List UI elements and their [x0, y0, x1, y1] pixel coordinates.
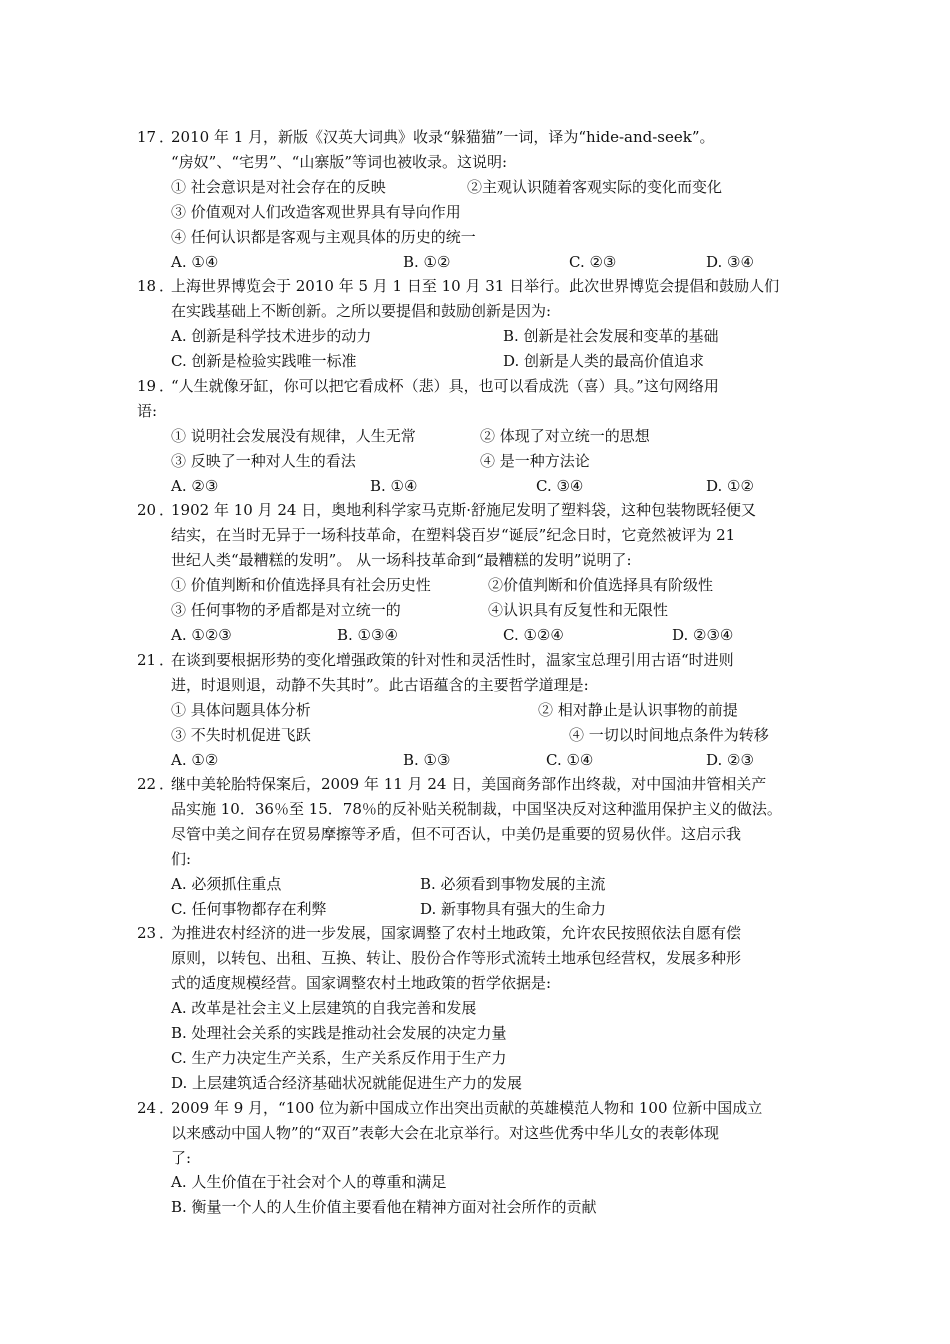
question-stem: 语:	[137, 402, 158, 420]
choice-option: A. ①②③	[171, 626, 232, 644]
question-stem: “房奴”、“宅男”、“山寨版”等词也被收录。这说明:	[171, 153, 508, 171]
choice-option: C. ①②④	[503, 626, 564, 644]
statement: ② 体现了对立统一的思想	[480, 427, 650, 445]
statement: ②主观认识随着客观实际的变化而变化	[467, 178, 723, 196]
choice-option: D. ③④	[706, 253, 754, 271]
question-stem: 了:	[171, 1149, 192, 1167]
question-stem: 继中美轮胎特保案后，2009 年 11 月 24 日，美国商务部作出终裁，对中国油井管相关产	[171, 775, 767, 793]
question-number-dot: ．	[159, 501, 175, 519]
question-stem: 尽管中美之间存在贸易摩擦等矛盾，但不可否认，中美仍是重要的贸易伙伴。这启示我	[171, 825, 742, 843]
question-stem: 们:	[171, 850, 192, 868]
question-number: 23	[137, 924, 157, 942]
choice-option: C. 生产力决定生产关系，生产关系反作用于生产力	[171, 1049, 507, 1067]
statement: ②价值判断和价值选择具有阶级性	[488, 576, 714, 594]
statement: ③ 任何事物的矛盾都是对立统一的	[171, 601, 401, 619]
choice-option: A. ①②	[171, 751, 219, 769]
question-stem: 品实施 10．36％至 15．78％的反补贴关税制裁，中国坚决反对这种滥用保护主义的做法。	[171, 800, 782, 818]
question-number: 19	[137, 377, 157, 395]
statement: ③ 价值观对人们改造客观世界具有导向作用	[171, 203, 461, 221]
question-stem: 2010 年 1 月，新版《汉英大词典》收录“躲猫猫”一词，译为“hide-and-seek”。	[171, 128, 715, 146]
choice-option: A. ①④	[171, 253, 219, 271]
choice-option: D. 创新是人类的最高价值追求	[503, 352, 705, 370]
statement: ③ 不失时机促进飞跃	[171, 726, 311, 744]
question-number-dot: ．	[159, 277, 175, 295]
choice-option: B. 必须看到事物发展的主流	[420, 875, 606, 893]
choice-option: A. 改革是社会主义上层建筑的自我完善和发展	[171, 999, 477, 1017]
question-stem: 式的适度规模经营。国家调整农村土地政策的哲学依据是:	[171, 974, 552, 992]
question-stem: 原则，以转包、出租、互换、转让、股份合作等形式流转土地承包经营权，发展多种形	[171, 949, 742, 967]
question-stem: 以来感动中国人物”的“双百”表彰大会在北京举行。对这些优秀中华儿女的表彰体现	[171, 1124, 720, 1142]
question-stem: 在实践基础上不断创新。之所以要提倡和鼓励创新是因为:	[171, 302, 552, 320]
question-stem: 上海世界博览会于 2010 年 5 月 1 日至 10 月 31 日举行。此次世界博览会提倡和鼓励人们	[171, 277, 780, 295]
choice-option: D. ②③④	[672, 626, 734, 644]
choice-option: D. 上层建筑适合经济基础状况就能促进生产力的发展	[171, 1074, 523, 1092]
statement: ③ 反映了一种对人生的看法	[171, 452, 356, 470]
choice-option: B. 处理社会关系的实践是推动社会发展的决定力量	[171, 1024, 507, 1042]
question-number-dot: ．	[159, 924, 175, 942]
question-number: 18	[137, 277, 157, 295]
choice-option: D. ②③	[706, 751, 754, 769]
question-number: 21	[137, 651, 157, 669]
question-number-dot: ．	[159, 651, 175, 669]
question-number-dot: ．	[159, 775, 175, 793]
question-stem: 结实，在当时无异于一场科技革命，在塑料袋百岁“诞辰”纪念日时，它竟然被评为 21	[171, 526, 736, 544]
statement: ① 说明社会发展没有规律，人生无常	[171, 427, 416, 445]
choice-option: A. ②③	[171, 477, 219, 495]
statement: ④认识具有反复性和无限性	[488, 601, 669, 619]
question-stem: “人生就像牙缸，你可以把它看成杯（悲）具，也可以看成洗（喜）具。”这句网络用	[171, 377, 719, 395]
choice-option: B. ①④	[370, 477, 418, 495]
question-stem: 1902 年 10 月 24 日，奥地利科学家马克斯·舒施尼发明了塑料袋，这种包装物既轻便又	[171, 501, 756, 519]
statement: ① 具体问题具体分析	[171, 701, 311, 719]
question-number-dot: ．	[159, 128, 175, 146]
question-number: 20	[137, 501, 157, 519]
choice-option: B. ①②	[403, 253, 451, 271]
choice-option: A. 创新是科学技术进步的动力	[171, 327, 372, 345]
question-number-dot: ．	[159, 377, 175, 395]
choice-option: C. ②③	[569, 253, 617, 271]
statement: ④ 是一种方法论	[480, 452, 590, 470]
question-number: 22	[137, 775, 157, 793]
choice-option: B. 创新是社会发展和变革的基础	[503, 327, 719, 345]
choice-option: A. 人生价值在于社会对个人的尊重和满足	[171, 1173, 447, 1191]
choice-option: D. ①②	[706, 477, 754, 495]
choice-option: B. 衡量一个人的人生价值主要看他在精神方面对社会所作的贡献	[171, 1198, 597, 1216]
question-number-dot: ．	[159, 1099, 175, 1117]
choice-option: D. 新事物具有强大的生命力	[420, 900, 607, 918]
question-stem: 进，时退则退，动静不失其时”。此古语蕴含的主要哲学道理是:	[171, 676, 589, 694]
statement: ② 相对静止是认识事物的前提	[538, 701, 738, 719]
question-number: 17	[137, 128, 157, 146]
statement: ④ 一切以时间地点条件为转移	[569, 726, 769, 744]
choice-option: C. 任何事物都存在利弊	[171, 900, 327, 918]
question-number: 24	[137, 1099, 157, 1117]
choice-option: B. ①③	[403, 751, 451, 769]
question-stem: 在谈到要根据形势的变化增强政策的针对性和灵活性时，温家宝总理引用古语“时进则	[171, 651, 734, 669]
statement: ① 社会意识是对社会存在的反映	[171, 178, 386, 196]
choice-option: C. ①④	[546, 751, 594, 769]
statement: ① 价值判断和价值选择具有社会历史性	[171, 576, 431, 594]
question-stem: 2009 年 9 月，“100 位为新中国成立作出突出贡献的英雄模范人物和 100 位新中国成立	[171, 1099, 763, 1117]
question-stem: 为推进农村经济的进一步发展，国家调整了农村土地政策，允许农民按照依法自愿有偿	[171, 924, 742, 942]
choice-option: B. ①③④	[337, 626, 398, 644]
choice-option: C. ③④	[536, 477, 584, 495]
question-stem: 世纪人类“最糟糕的发明”。 从一场科技革命到“最糟糕的发明”说明了:	[171, 551, 632, 569]
choice-option: A. 必须抓住重点	[171, 875, 282, 893]
choice-option: C. 创新是检验实践唯一标准	[171, 352, 357, 370]
statement: ④ 任何认识都是客观与主观具体的历史的统一	[171, 228, 476, 246]
